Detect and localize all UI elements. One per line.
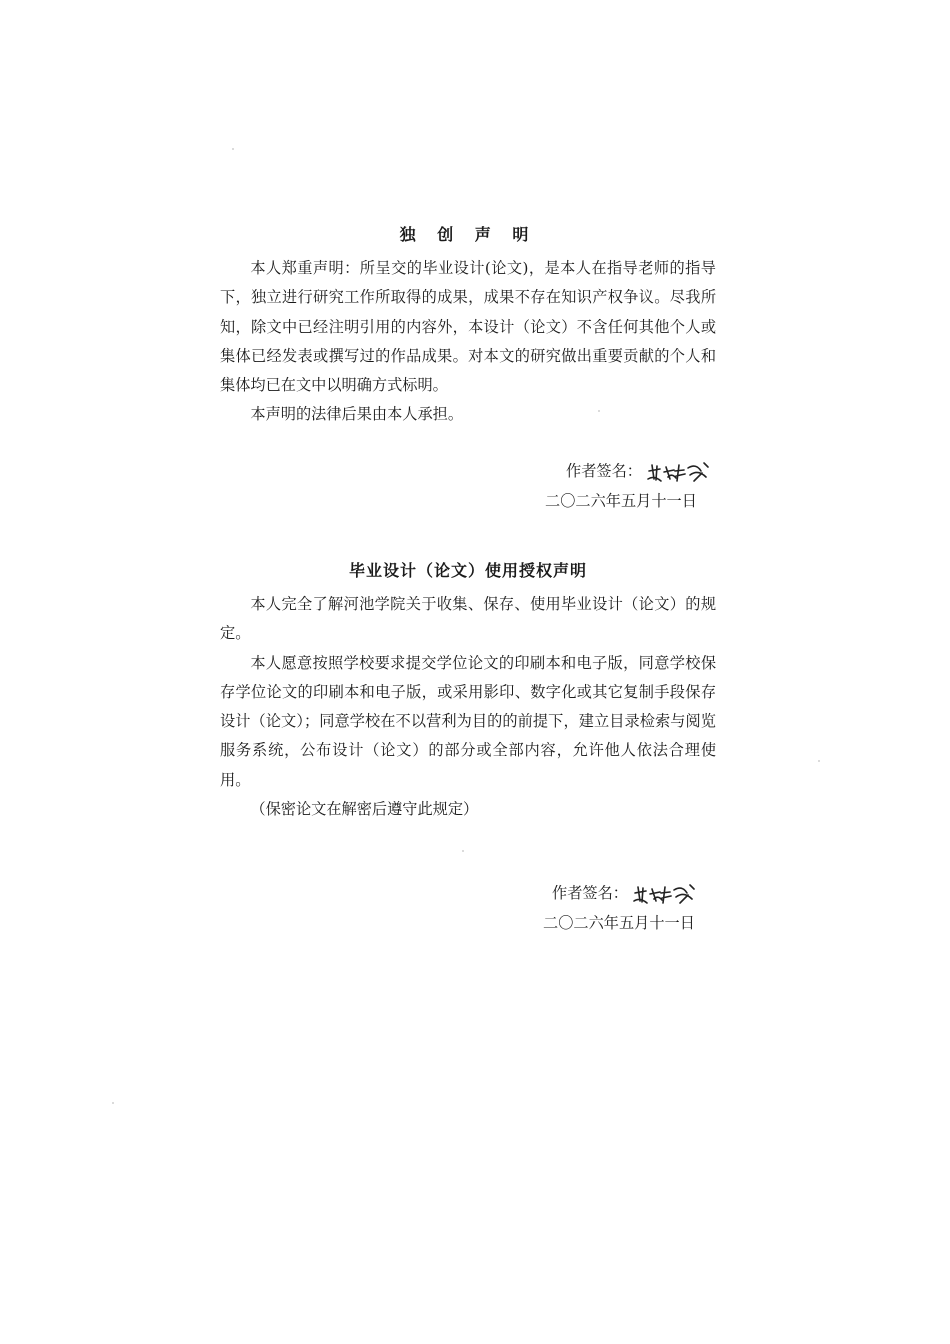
handwritten-signature-icon	[632, 881, 698, 907]
declaration-paragraph: 本声明的法律后果由本人承担。	[250, 405, 464, 424]
scan-speck	[462, 850, 464, 852]
scan-speck	[818, 760, 820, 762]
declaration-signature	[566, 459, 712, 485]
authorization-paragraph: 本人完全了解河池学院关于收集、保存、使用毕业设计（论文）的规定。	[220, 595, 716, 643]
authorization-signature	[552, 881, 698, 907]
authorization-date: 二〇二六年五月十一日	[543, 914, 695, 932]
handwritten-signature-icon	[646, 459, 712, 485]
authorization-body	[220, 590, 716, 824]
authorization-paragraph: （保密论文在解密后遵守此规定）	[250, 800, 479, 819]
declaration-date: 二〇二六年五月十一日	[545, 492, 697, 510]
signature-label: 作者签名：	[552, 884, 628, 902]
declaration-title: 独 创 声 明	[399, 225, 537, 244]
scan-speck	[232, 148, 234, 150]
declaration-paragraph: 本人郑重声明：所呈交的毕业设计(论文)，是本人在指导老师的指导下，独立进行研究工作所取得的成果，成果不存在知识产权争议。尽我所知，除文中已经注明引用的内容外，本设计（论文）不含任何其他个人或集体已经发表或撰写过的作品成果。对本文的研究做出重要贡献的个人和集体均已在文中以明确方式标明。	[220, 259, 716, 395]
authorization-paragraph: 本人愿意按照学校要求提交学位论文的印刷本和电子版，同意学校保存学位论文的印刷本和电子版，或采用影印、数字化或其它复制手段保存设计（论文）；同意学校在不以营利为目的的前提下，建立目录检索与阅览服务系统，公布设计（论文）的部分或全部内容，允许他人依法合理使用。	[220, 653, 716, 789]
authorization-title: 毕业设计（论文）使用授权声明	[348, 561, 587, 580]
scan-speck	[598, 410, 600, 412]
signature-label: 作者签名：	[566, 462, 642, 480]
declaration-body	[220, 254, 716, 430]
scan-speck	[112, 1102, 114, 1104]
